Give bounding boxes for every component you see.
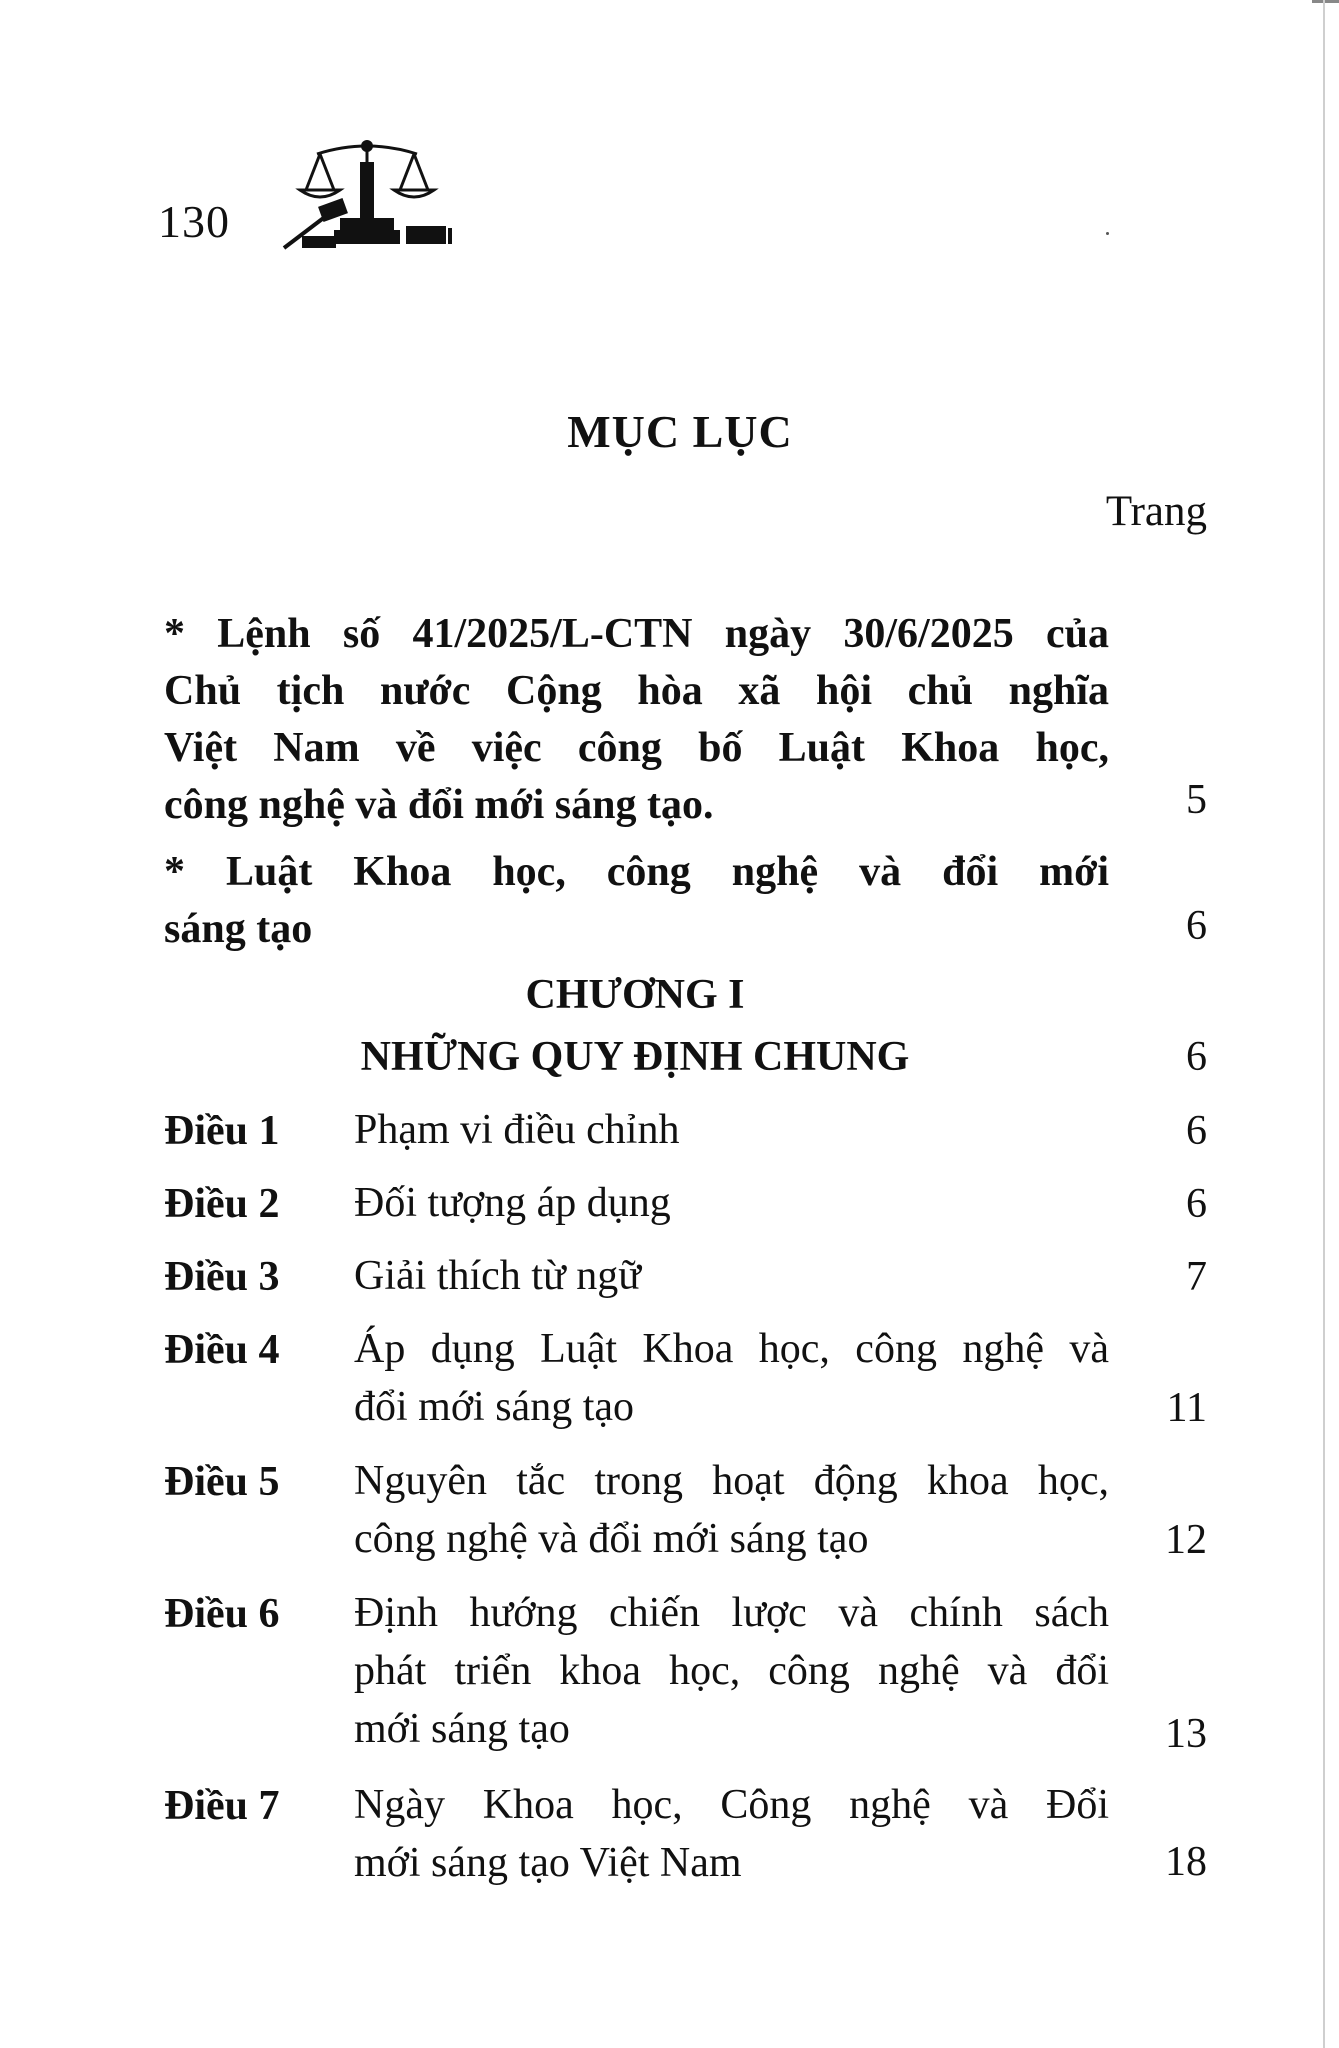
- toc-page-number: 6: [1186, 903, 1207, 949]
- toc-page-number: 6: [1186, 1181, 1207, 1227]
- article-title-line: mới sáng tạo Việt Nam: [354, 1840, 742, 1886]
- article-title-line: phát triển khoa học, công nghệ và đổi: [354, 1648, 1109, 1694]
- chapter-name: NHỮNG QUY ĐỊNH CHUNG: [360, 1034, 910, 1080]
- chapter-number: CHƯƠNG I: [525, 972, 745, 1018]
- entry-line: công nghệ và đổi mới sáng tạo.: [164, 782, 714, 828]
- toc-page-number: 11: [1166, 1385, 1207, 1431]
- article-title-line: Áp dụng Luật Khoa học, công nghệ và: [354, 1326, 1109, 1372]
- page-title: MỤC LỤC: [567, 406, 793, 457]
- entry-line: * Luật Khoa học, công nghệ và đổi mới: [164, 849, 1109, 895]
- article-title: [354, 1174, 1109, 1232]
- toc-page-number: 12: [1165, 1517, 1207, 1563]
- article-title-line: công nghệ và đổi mới sáng tạo: [354, 1516, 869, 1562]
- toc-page-number: 7: [1186, 1254, 1207, 1300]
- page-number: 130: [158, 196, 230, 247]
- article-label: Điều 3: [164, 1254, 280, 1300]
- page-column-header: Trang: [1105, 488, 1207, 535]
- article-title-line: Ngày Khoa học, Công nghệ và Đổi: [354, 1782, 1109, 1828]
- article-label: Điều 5: [164, 1459, 280, 1505]
- toc-entry-law: [164, 844, 1109, 958]
- toc-page-number: 6: [1186, 1108, 1207, 1154]
- toc-entry-decree: [164, 606, 1109, 834]
- article-title-line: Định hướng chiến lược và chính sách: [354, 1590, 1109, 1636]
- entry-line: sáng tạo: [164, 906, 313, 952]
- toc-page-number: 6: [1186, 1034, 1207, 1080]
- entry-line: * Lệnh số 41/2025/L-CTN ngày 30/6/2025 của: [164, 611, 1109, 657]
- scales-of-justice-gavel-icon: [282, 132, 452, 250]
- entry-line: Chủ tịch nước Cộng hòa xã hội chủ nghĩa: [164, 668, 1109, 714]
- page-edge-line: [1323, 0, 1325, 2048]
- article-label: Điều 4: [164, 1327, 280, 1373]
- article-title-line: Nguyên tắc trong hoạt động khoa học,: [354, 1458, 1109, 1504]
- article-title-line: đổi mới sáng tạo: [354, 1384, 635, 1430]
- scan-dot: [1106, 232, 1109, 235]
- article-title: [354, 1101, 1109, 1159]
- article-title: [354, 1584, 1109, 1758]
- article-label: Điều 7: [164, 1783, 280, 1829]
- article-title: [354, 1452, 1109, 1568]
- toc-page-number: 5: [1186, 777, 1207, 823]
- article-title: [354, 1320, 1109, 1436]
- page-edge-mark: [1312, 0, 1339, 3]
- article-title: [354, 1776, 1109, 1892]
- article-title-line: Phạm vi điều chỉnh: [354, 1107, 680, 1153]
- article-title-line: Giải thích từ ngữ: [354, 1253, 641, 1299]
- toc-page-number: 18: [1165, 1839, 1207, 1885]
- article-label: Điều 2: [164, 1181, 280, 1227]
- article-title-line: mới sáng tạo: [354, 1706, 570, 1752]
- article-label: Điều 6: [164, 1591, 280, 1637]
- article-label: Điều 1: [164, 1108, 280, 1154]
- article-title-line: Đối tượng áp dụng: [354, 1180, 671, 1226]
- entry-line: Việt Nam về việc công bố Luật Khoa học,: [164, 725, 1109, 771]
- article-title: [354, 1247, 1109, 1305]
- toc-page-number: 13: [1165, 1711, 1207, 1757]
